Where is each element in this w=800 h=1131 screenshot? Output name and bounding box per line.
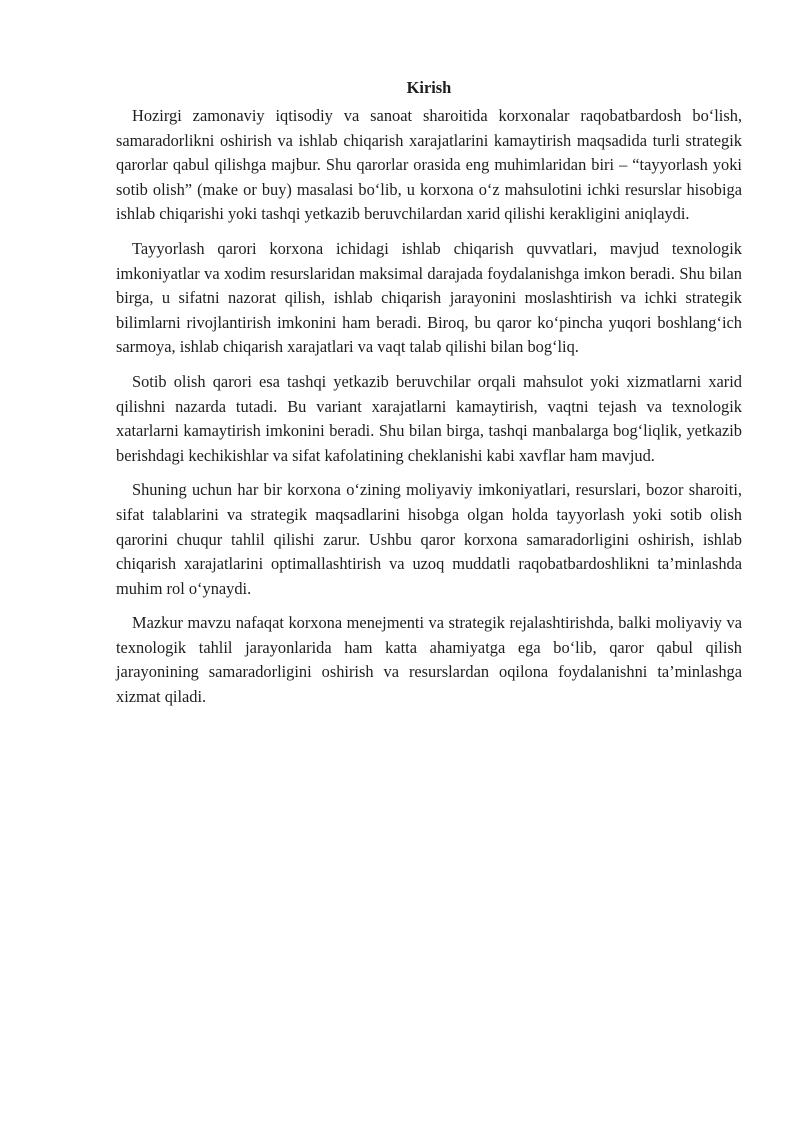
paragraph-2: Tayyorlash qarori korxona ichidagi ishlab chiqarish quvvatlari, mavjud texnologik imkoniyatlar va xodim resurslaridan maksimal darajada foydalanishga imkon beradi. Shu bilan birga, u sifatni nazorat qilish, ishlab chiqarish jarayonini moslashtirish va ichki strategik bilimlarni rivojlantirish imkonini ham beradi. Biroq, bu qaror ko‘pincha yuqori boshlang‘ich sarmoya, ishlab chiqarish xarajatlari va vaqt talab qilishi bilan bog‘liq. xyxy=(116,238,742,357)
paragraph-4: Shuning uchun har bir korxona o‘zining moliyaviy imkoniyatlari, resurslari, bozor sharoiti, sifat talablarini va strategik maqsadlarini hisobga olgan holda tayyorlash yoki sotib olish qarorini chuqur tahlil qilishi zarur. Ushbu qaror korxona samaradorligini oshirish, ishlab chiqarish xarajatlarini optimallashtirish va uzoq muddatli raqobatbardoshlikni ta’minlashda muhim rol o‘ynaydi. xyxy=(116,480,742,598)
paragraph-5: Mazkur mavzu nafaqat korxona menejmenti va strategik rejalashtirishda, balki moliyaviy va texnologik tahlil jarayonlarida ham katta ahamiyatga ega bo‘lib, qaror qabul qilish jarayonining samaradorligini oshirish va resurslardan oqilona foydalanishni ta’minlashga xizmat qiladi. xyxy=(116,613,742,707)
paragraph-3: Sotib olish qarori esa tashqi yetkazib beruvchilar orqali mahsulot yoki xizmatlarni xarid qilishni nazarda tutadi. Bu variant xarajatlarni kamaytirish, vaqtni tejash va texnologik xatarlarni kamaytirish imkonini beradi. Shu bilan birga, tashqi manbalarga bog‘liqlik, yetkazib berishdagi kechikishlar va sifat kafolatining cheklanishi kabi xavflar ham mavjud. xyxy=(116,371,742,465)
document-body xyxy=(116,76,742,720)
section-title: Kirish xyxy=(406,78,452,97)
paragraph-1: Hozirgi zamonaviy iqtisodiy va sanoat sharoitida korxonalar raqobatbardosh bo‘lish, samaradorlikni oshirish va ishlab chiqarish xarajatlarini kamaytirish maqsadida turli strategik qarorlar qabul qilishga majbur. Shu qarorlar orasida eng muhimlaridan biri – “tayyorlash yoki sotib olish” (make or buy) masalasi bo‘lib, u korxona o‘z mahsulotini ichki resurslar hisobiga ishlab chiqarishi yoki tashqi yetkazib beruvchilardan xarid qilishi kerakligini aniqlaydi. xyxy=(116,106,742,224)
